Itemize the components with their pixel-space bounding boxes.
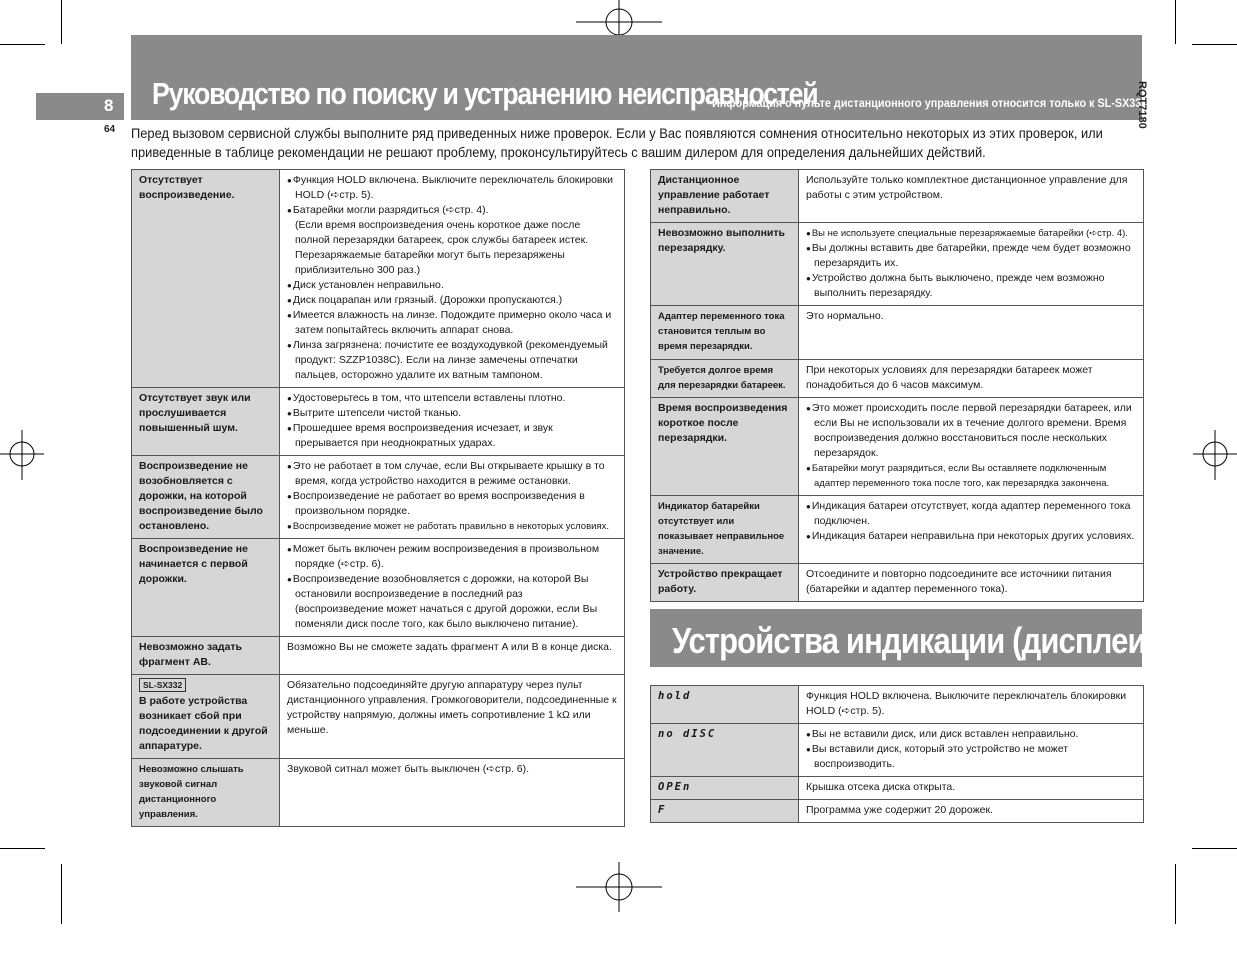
page-subtitle: Информация о пульте дистанционного управления относится только к SL-SX332. xyxy=(712,96,1151,110)
solution-item: ● Воспроизведение может не работать правильно в некоторых условиях. xyxy=(287,519,618,534)
solution-item: ● Диск установлен неправильно. xyxy=(287,278,618,293)
problem-cell: Воспроизведение не начинается с первой дорожки. xyxy=(132,539,280,637)
solution-item: ● Воспроизведение возобновляется с дорожки, на которой Вы остановили воспроизведение в последний раз xyxy=(287,572,618,602)
solution-item: ● Вы должны вставить две батарейки, прежде чем будет возможно перезарядить их. xyxy=(806,241,1137,271)
crop-mark xyxy=(0,848,45,849)
problem-cell: Время воспроизведения короткое после перезарядки. xyxy=(651,398,799,496)
problem-cell: Индикатор батарейки отсутствует или показывает неправильное значение. xyxy=(651,496,799,564)
crop-mark xyxy=(1175,864,1176,924)
crop-mark xyxy=(1192,44,1237,45)
table-row xyxy=(132,539,625,637)
table-row xyxy=(651,686,1144,724)
table-row xyxy=(651,800,1144,823)
solution-item: ● Прошедшее время воспроизведения исчезает, и звук прерывается при неоднократных ударах. xyxy=(287,421,618,451)
solution-cell xyxy=(799,777,1144,800)
problem-text: В работе устройства возникает сбой при подсоединении к другой аппаратуре. xyxy=(139,695,268,752)
solution-item: ● Вы не используете специальные перезаряжаемые батарейки (➪стр. 4). xyxy=(806,226,1137,241)
table-row xyxy=(132,759,625,827)
solution-cell xyxy=(799,398,1144,496)
table-row xyxy=(132,456,625,539)
solution-item: ● Это может происходить после первой перезарядки батареек, или если Вы не использовали их в течение долгого времени. Время воспроизведения должно восстановиться после нескольких перезарядок. xyxy=(806,401,1137,461)
solution-item: ● Вы не вставили диск, или диск вставлен неправильно. xyxy=(806,727,1137,742)
solution-cell xyxy=(799,360,1144,398)
solution-item: ● Индикация батареи отсутствует, когда адаптер переменного тока подключен. xyxy=(806,499,1137,529)
problem-cell: Невозможно слышать звуковой сигнал дистанционного управления. xyxy=(132,759,280,827)
solution-cell xyxy=(280,388,625,456)
solution-item: ● Батарейки могли разрядиться (➪стр. 4). xyxy=(287,203,618,218)
crop-mark xyxy=(61,864,62,924)
crop-mark xyxy=(1175,0,1176,44)
solution-cell xyxy=(799,170,1144,223)
display-code: no dISC xyxy=(651,724,799,777)
table-row xyxy=(651,777,1144,800)
intro-paragraph: Перед вызовом сервисной службы выполните ряд приведенных ниже проверок. Если у Вас появляются сомнения относительно некоторых из этих проверок, или приведенные в таблице рекомендации не решают проблему, проконсультируйтесь с вашим дилером для определения дальнейших действий. xyxy=(131,125,1103,160)
crop-mark xyxy=(0,44,45,45)
solution-item: ● Батарейки могут разрядиться, если Вы оставляете подключенным адаптер переменного тока после того, как перезарядка закончена. xyxy=(806,461,1137,491)
problem-cell: Адаптер переменного тока становится теплым во время перезарядки. xyxy=(651,306,799,360)
solution-text: Звуковой ситнал может быть выключен (➪стр. 6). xyxy=(287,763,530,775)
document-code: RQT7180 xyxy=(1136,81,1148,129)
solution-cell xyxy=(799,686,1144,724)
solution-item: ● Вытрите штепсели чистой тканью. xyxy=(287,406,618,421)
solution-cell xyxy=(280,456,625,539)
registration-mark xyxy=(0,430,44,480)
solution-item: ● Индикация батареи неправильна при некоторых других условиях. xyxy=(806,529,1137,544)
registration-mark xyxy=(576,862,662,912)
table-row xyxy=(651,496,1144,564)
table-row xyxy=(132,637,625,675)
table-row xyxy=(651,564,1144,602)
problem-cell: Невозможно выполнить перезарядку. xyxy=(651,223,799,306)
table-row xyxy=(132,388,625,456)
solution-cell xyxy=(799,306,1144,360)
display-code: hold xyxy=(651,686,799,724)
display-table xyxy=(650,685,1144,823)
table-row xyxy=(132,675,625,759)
problem-cell: Отсутствует звук или прослушивается повышенный шум. xyxy=(132,388,280,456)
solution-text: При некоторых условиях для перезарядки батареек может понадобиться до 6 часов максимум. xyxy=(806,364,1093,391)
solution-item: ● Линза загрязнена: почистите ее воздуходувкой (рекомендуемый продукт: SZZP1038C). Если на линзе замечены отпечатки пальцев, осторожно удалите их ватным тампоном. xyxy=(287,338,618,383)
solution-cell xyxy=(280,675,625,759)
display-code: OPEn xyxy=(651,777,799,800)
crop-mark xyxy=(1192,848,1237,849)
solution-item: ● Имеется влажность на линзе. Подождите примерно около часа и затем попытайтесь включить аппарат снова. xyxy=(287,308,618,338)
solution-text: Обязательно подсоединяйте другую аппаратуру через пульт дистанционного управления. Громкоговорители, подсоединенные к устройству напрямую, должны иметь сопротивление 1 kΩ или меньше. xyxy=(287,679,617,736)
solution-text: Это нормально. xyxy=(806,310,884,322)
problem-cell: Воспроизведение не возобновляется с дорожки, на которой воспроизведение было остановлено. xyxy=(132,456,280,539)
table-row xyxy=(651,223,1144,306)
solution-cell xyxy=(799,800,1144,823)
table-row xyxy=(132,170,625,388)
solution-text: Программа уже содержит 20 дорожек. xyxy=(806,804,993,816)
solution-cell xyxy=(799,223,1144,306)
display-code: F xyxy=(651,800,799,823)
solution-item: ● Вы вставили диск, который это устройство не может воспроизводить. xyxy=(806,742,1137,772)
model-tag: SL-SX332 xyxy=(139,678,186,692)
solution-item: ● Диск поцарапан или грязный. (Дорожки пропускаются.) xyxy=(287,293,618,308)
solution-item: ● Это не работает в том случае, если Вы открываете крышку в то время, когда устройство находится в режиме остановки. xyxy=(287,459,618,489)
table-row xyxy=(651,306,1144,360)
section-title: Устройства индикации (дисплеи) xyxy=(672,620,1156,661)
problem-cell xyxy=(132,675,280,759)
crop-mark xyxy=(61,0,62,44)
page-number: 8 xyxy=(104,96,114,115)
problem-cell: Устройство прекращает работу. xyxy=(651,564,799,602)
page-sub-number: 64 xyxy=(104,124,116,135)
solution-cell xyxy=(280,637,625,675)
solution-text: Возможно Вы не сможете задать фрагмент A или B в конце диска. xyxy=(287,641,612,653)
solution-cell xyxy=(799,724,1144,777)
solution-text: Используйте только комплектное дистанционное управление для работы с этим устройством. xyxy=(806,174,1128,201)
table-row xyxy=(651,360,1144,398)
solution-cell xyxy=(280,170,625,388)
table-row xyxy=(651,398,1144,496)
solution-note: (воспроизведение может начаться с другой дорожки, если Вы поменяли диск после того, как было выключено питание). xyxy=(295,603,598,630)
solution-cell xyxy=(799,564,1144,602)
solution-item: ● Функция HOLD включена. Выключите переключатель блокировки HOLD (➪стр. 5). xyxy=(287,173,618,203)
registration-mark xyxy=(1193,430,1237,480)
solution-text: Функция HOLD включена. Выключите переключатель блокировки HOLD (➪стр. 5). xyxy=(806,690,1127,717)
solution-item: ● Удостоверьтесь в том, что штепсели вставлены плотно. xyxy=(287,391,618,406)
problem-cell: Невозможно задать фрагмент AB. xyxy=(132,637,280,675)
solution-item: ● Воспроизведение не работает во время воспроизведения в произвольном порядке. xyxy=(287,489,618,519)
problem-cell: Отсутствует воспроизведение. xyxy=(132,170,280,388)
solution-note: (Если время воспроизведения очень короткое даже после полной перезарядки батареек, срок службы батареек истек. Перезаряжаемые батарейки могут быть перезаряжены приблизительно 300 раз.) xyxy=(295,219,589,276)
solution-cell xyxy=(799,496,1144,564)
problem-cell: Дистанционное управление работает неправильно. xyxy=(651,170,799,223)
troubleshooting-table-left xyxy=(131,169,625,827)
solution-item: ● Устройство должна быть выключено, прежде чем возможно выполнить перезарядку. xyxy=(806,271,1137,301)
page-title: Руководство по поиску и устранению неисправностей xyxy=(152,76,818,111)
solution-cell xyxy=(280,759,625,827)
problem-cell: Требуется долгое время для перезарядки батареек. xyxy=(651,360,799,398)
table-row xyxy=(651,170,1144,223)
solution-text: Крышка отсека диска открыта. xyxy=(806,781,956,793)
solution-cell xyxy=(280,539,625,637)
troubleshooting-table-right xyxy=(650,169,1144,602)
solution-text: Отсоедините и повторно подсоедините все источники питания (батарейки и адаптер переменного тока). xyxy=(806,568,1112,595)
table-row xyxy=(651,724,1144,777)
solution-item: ● Может быть включен режим воспроизведения в произвольном порядке (➪стр. 6). xyxy=(287,542,618,572)
